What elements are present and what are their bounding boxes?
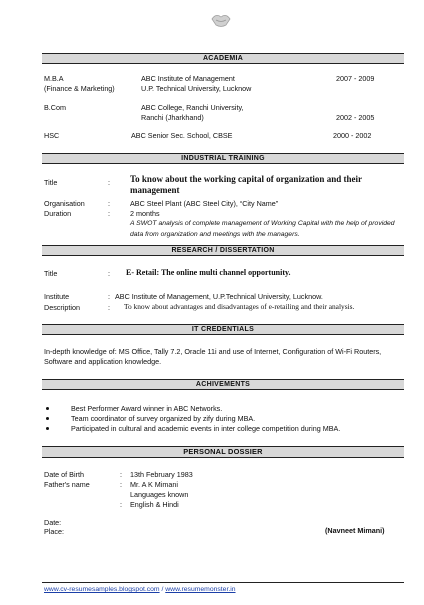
research-title-label: Title [44, 269, 58, 278]
training-duration-value: 2 months [130, 209, 160, 218]
languages-colon: : [120, 500, 122, 509]
institute-mba: ABC Institute of Management [141, 74, 235, 83]
father-label: Father's name [44, 480, 90, 489]
signature-name: (Navneet Mimani) [325, 526, 385, 535]
bullet-icon [46, 407, 49, 410]
training-org-value: ABC Steel Plant (ABC Steel City), “City Name” [130, 199, 279, 208]
achievement-item: Best Performer Award winner in ABC Networks. [71, 404, 223, 413]
father-colon: : [120, 480, 122, 489]
footer-link-blog[interactable]: www.cv-resumesamples.blogspot.com [44, 586, 160, 593]
degree-mba-sub: (Finance & Marketing) [44, 84, 115, 93]
training-title-value: To know about the working capital of organization and their management [130, 174, 362, 195]
footer-separator: / [159, 586, 166, 593]
years-hsc: 2000 - 2002 [333, 131, 372, 140]
institute-hsc: ABC Senior Sec. School, CBSE [131, 131, 233, 140]
research-institute-colon: : [108, 292, 110, 301]
institute-mba-sub: U.P. Technical University, Lucknow [141, 84, 252, 93]
degree-mba: M.B.A [44, 74, 64, 83]
handshake-icon [210, 10, 232, 32]
training-duration-colon: : [108, 209, 110, 218]
research-title-value: E- Retail: The online multi channel opportunity. [126, 268, 291, 277]
languages-label: Languages known [130, 490, 189, 499]
dob-colon: : [120, 470, 122, 479]
date-label: Date: [44, 518, 62, 527]
training-org-colon: : [108, 199, 110, 208]
bullet-icon [46, 417, 49, 420]
institute-bcom: ABC College, Ranchi University, [141, 103, 244, 112]
bullet-icon [46, 427, 49, 430]
research-institute-value: ABC Institute of Management, U.P.Technical University, Lucknow. [115, 292, 323, 301]
institute-bcom-sub: Ranchi (Jharkhand) [141, 113, 204, 122]
research-header: RESEARCH / DISSERTATION [42, 245, 404, 256]
achievement-item: Team coordinator of survey organized by zify during MBA. [71, 414, 256, 423]
father-value: Mr. A K Mimani [130, 480, 178, 489]
place-label: Place: [44, 527, 64, 536]
achievements-header: ACHIVEMENTS [42, 379, 404, 390]
training-duration-label: Duration [44, 209, 72, 218]
degree-bcom: B.Com [44, 103, 66, 112]
it-text: In-depth knowledge of: MS Office, Tally 7.2, Oracle 11i and use of Internet, Configuration of Wi-Fi Routers, Software and application knowledge. [44, 347, 382, 366]
footer [44, 586, 236, 593]
training-header: INDUSTRIAL TRAINING [42, 153, 404, 164]
research-description-value: To know about advantages and disadvantages of e-retailing and their analysis. [124, 302, 355, 311]
academia-header: ACADEMIA [42, 53, 404, 64]
years-mba: 2007 - 2009 [336, 74, 375, 83]
dob-label: Date of Birth [44, 470, 84, 479]
languages-value: English & Hindi [130, 500, 179, 509]
research-description-label: Description [44, 303, 80, 312]
training-org-label: Organisation [44, 199, 85, 208]
training-title-label: Title [44, 178, 58, 187]
training-title-colon: : [108, 178, 110, 187]
training-description: A SWOT analysis of complete management of Working Capital with the help of provided data from organization and meetings with the managers. [130, 220, 395, 238]
research-description-colon: : [108, 303, 110, 312]
degree-hsc: HSC [44, 131, 60, 140]
dossier-header: PERSONAL DOSSIER [42, 446, 404, 458]
research-institute-label: Institute [44, 292, 70, 301]
it-header: IT CREDENTIALS [42, 324, 404, 335]
achievement-item: Participated in cultural and academic events in inter college competition during MBA. [71, 424, 341, 433]
research-title-colon: : [108, 269, 110, 278]
years-bcom: 2002 - 2005 [336, 113, 375, 122]
dob-value: 13th February 1983 [130, 470, 193, 479]
footer-divider [42, 582, 404, 583]
footer-link-resumemonster[interactable]: www.resumemonster.in [165, 586, 236, 593]
